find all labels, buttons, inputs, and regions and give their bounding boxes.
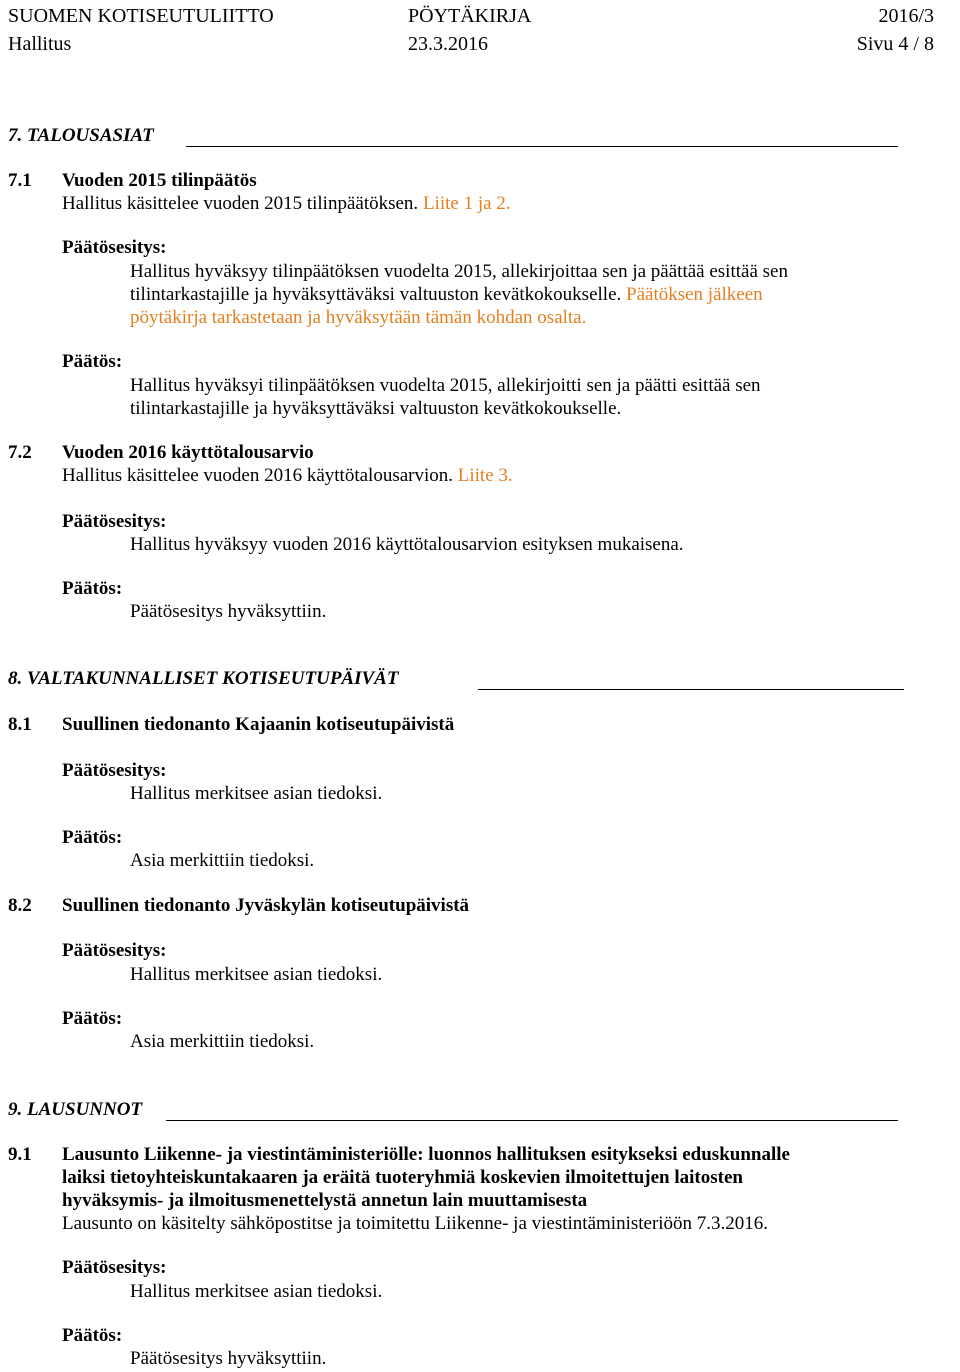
decision-label: Päätös:	[62, 1008, 123, 1029]
proposal-label: Päätösesitys:	[62, 940, 167, 961]
heading-underline	[478, 689, 904, 690]
attachment-link[interactable]: Liite 1 ja 2.	[422, 193, 511, 214]
proposal-text-highlight: pöytäkirja tarkastetaan ja hyväksytään tämän kohdan osalta.	[130, 307, 587, 328]
heading-underline	[166, 1120, 898, 1121]
proposal-label: Päätösesitys:	[62, 237, 167, 258]
decision-label: Päätös:	[62, 351, 123, 372]
proposal-label: Päätösesitys:	[62, 760, 167, 781]
item-intro	[62, 194, 511, 213]
doc-number: 2016/3	[878, 5, 934, 27]
doc-type: PÖYTÄKIRJA	[408, 5, 532, 27]
attachment-link[interactable]: Liite 3.	[457, 465, 513, 486]
item-body: Lausunto on käsitelty sähköpostitse ja toimitettu Liikenne- ja viestintäministeriöön 7.3.2016.	[62, 1213, 769, 1234]
item-title: Lausunto Liikenne- ja viestintäministeriölle: luonnos hallituksen esitykseksi eduskunnalle	[62, 1144, 790, 1165]
decision-text: Asia merkittiin tiedoksi.	[130, 850, 315, 871]
decision-label: Päätös:	[62, 1325, 123, 1346]
item-title: Vuoden 2015 tilinpäätös	[62, 170, 257, 191]
decision-text: Päätösesitys hyväksyttiin.	[130, 601, 327, 622]
item-intro	[62, 466, 513, 485]
item-title: Suullinen tiedonanto Kajaanin kotiseutupäivistä	[62, 714, 455, 735]
intro-text: Hallitus käsittelee vuoden 2015 tilinpäätöksen.	[62, 193, 419, 214]
item-title: laiksi tietoyhteiskuntakaaren ja eräitä tuoteryhmiä koskevien ilmoitettujen laitosten	[62, 1167, 743, 1188]
proposal-label: Päätösesitys:	[62, 1257, 167, 1278]
intro-text: Hallitus käsittelee vuoden 2016 käyttötalousarvion.	[62, 465, 454, 486]
proposal-text-highlight: Päätöksen jälkeen	[626, 284, 763, 305]
decision-label: Päätös:	[62, 827, 123, 848]
proposal-text: Hallitus merkitsee asian tiedoksi.	[130, 964, 383, 985]
decision-text: Asia merkittiin tiedoksi.	[130, 1031, 315, 1052]
decision-text: Päätösesitys hyväksyttiin.	[130, 1348, 327, 1369]
header-body: Hallitus	[8, 33, 72, 55]
decision-label: Päätös:	[62, 578, 123, 599]
proposal-text-part: tilintarkastajille ja hyväksyttäväksi valtuuston kevätkokoukselle.	[130, 284, 622, 305]
section-heading: 7. TALOUSASIAT	[8, 125, 154, 146]
org-name: SUOMEN KOTISEUTULIITTO	[8, 5, 274, 27]
item-number: 7.2	[8, 442, 32, 463]
item-title: Suullinen tiedonanto Jyväskylän kotiseutupäivistä	[62, 895, 470, 916]
proposal-label: Päätösesitys:	[62, 511, 167, 532]
proposal-text: Hallitus merkitsee asian tiedoksi.	[130, 783, 383, 804]
section-heading: 9. LAUSUNNOT	[8, 1099, 143, 1120]
proposal-text: Hallitus hyväksyy tilinpäätöksen vuodelta 2015, allekirjoittaa sen ja päättää esittää sen	[130, 261, 788, 282]
section-heading: 8. VALTAKUNNALLISET KOTISEUTUPÄIVÄT	[8, 668, 399, 689]
item-number: 8.1	[8, 714, 32, 735]
item-number: 8.2	[8, 895, 32, 916]
proposal-text	[130, 285, 763, 304]
decision-text: Hallitus hyväksyi tilinpäätöksen vuodelta 2015, allekirjoitti sen ja päätti esittää sen	[130, 375, 761, 396]
proposal-text: Hallitus hyväksyy vuoden 2016 käyttötalousarvion esityksen mukaisena.	[130, 534, 684, 555]
item-title: hyväksymis- ja ilmoitusmenettelystä annetun lain muuttamisesta	[62, 1190, 588, 1211]
proposal-text: Hallitus merkitsee asian tiedoksi.	[130, 1281, 383, 1302]
item-number: 7.1	[8, 170, 32, 191]
item-number: 9.1	[8, 1144, 32, 1165]
item-title: Vuoden 2016 käyttötalousarvio	[62, 442, 314, 463]
heading-underline	[186, 146, 898, 147]
header-date: 23.3.2016	[408, 33, 488, 55]
page-number: Sivu 4 / 8	[856, 33, 934, 55]
decision-text: tilintarkastajille ja hyväksyttäväksi valtuuston kevätkokoukselle.	[130, 398, 622, 419]
